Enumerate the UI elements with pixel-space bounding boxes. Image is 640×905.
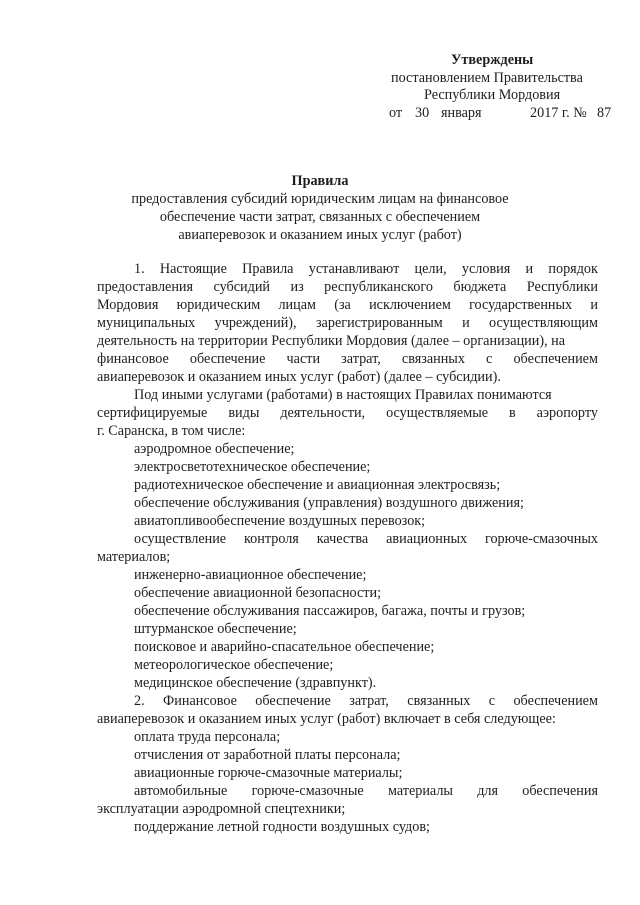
body-word: авиационных [386,531,468,547]
list-item: медицинское обеспечение (здравпункт). [134,675,377,691]
body-word: 1. [134,261,145,277]
body-word: связанных [401,351,465,367]
list-item: оплата труда персонала; [134,729,281,745]
body-word: Мордовия [97,297,159,313]
list-item: радиотехническое обеспечение и авиационная электросвязь; [134,477,501,493]
body-word: устанавливают [308,261,400,277]
body-word: (за [334,297,351,313]
body-line: авиаперевозок и оказанием иных услуг (работ) (далее – субсидии). [97,369,501,385]
list-item: поддержание летной годности воздушных судов; [134,819,430,835]
body-word: с [488,693,496,709]
body-word: учреждений), [214,315,297,331]
list-item: инженерно-авиационное обеспечение; [134,567,367,583]
body-word: горюче-смазочных [485,531,598,547]
body-word: виды [228,405,260,421]
body-word: обеспечение [189,351,266,367]
body-word: затрат, [349,693,389,709]
body-line: материалов; [97,549,171,565]
body-word: муниципальных [97,315,196,331]
body-word: субсидий [213,279,271,295]
body-word: Настоящие [159,261,227,277]
body-word: автомобильные [134,783,228,799]
list-item: аэродромное обеспечение; [134,441,295,457]
body-word: качества [316,531,369,547]
list-item [134,782,598,800]
body-line: г. Саранска, в том числе: [97,423,246,439]
list-item: отчисления от заработной платы персонала; [134,747,401,763]
body-word: связанных [407,693,471,709]
body-word: финансовое [97,351,169,367]
body-word: республиканского [324,279,433,295]
subtitle-line-1: предоставления субсидий юридическим лицам на финансовое [131,191,509,207]
list-item: метеорологическое обеспечение; [134,657,334,673]
body-word: горюче-смазочные [251,783,364,799]
decree-number: 87 [597,105,612,121]
body-line [97,314,598,332]
body-line: авиаперевозок и оказанием иных услуг (работ) включает в себя следующее: [97,711,556,727]
approval-title: Утверждены [451,52,534,68]
body-word: и [525,261,534,277]
body-word: обеспечение [255,693,331,709]
body-word: Правила [242,261,294,277]
body-line [97,404,598,422]
approval-line-1: постановлением Правительства [391,70,583,86]
body-word: в [509,405,516,421]
body-word: деятельности, [280,405,366,421]
body-word: части [286,351,321,367]
body-word: обеспечением [513,351,598,367]
body-word: Республики [526,279,598,295]
body-word: для [477,783,499,799]
body-line [97,278,598,296]
body-word: зарегистрированным [315,315,443,331]
list-item: электросветотехническое обеспечение; [134,459,371,475]
list-item: обеспечение обслуживания (управления) воздушного движения; [134,495,524,511]
list-item: поисковое и аварийно-спасательное обеспечение; [134,639,435,655]
body-word: затрат, [341,351,381,367]
body-line: деятельность на территории Республики Мордовия (далее – организации), на [97,333,566,349]
date-year-number: 2017 г. № [530,105,587,121]
date-day: 30 [415,105,430,121]
body-word: сертифицируемые [97,405,208,421]
subtitle-line-2: обеспечение части затрат, связанных с обеспечением [159,209,481,225]
body-line: эксплуатации аэродромной спецтехники; [97,801,346,817]
body-word: обеспечения [522,783,598,799]
subtitle-line-3: авиаперевозок и оказанием иных услуг (работ) [178,227,462,243]
body-word: обеспечением [513,693,598,709]
body-word: и [462,315,470,331]
list-item: обеспечение обслуживания пассажиров, багажа, почты и грузов; [134,603,526,619]
body-word: цели, [414,261,447,277]
body-word: из [290,279,304,295]
body-word: материалы [387,783,453,799]
list-item: авиатопливообеспечение воздушных перевозок; [134,513,426,529]
document-title: Правила [291,173,349,189]
body-word: и [590,297,598,313]
body-word: юридическим [176,297,261,313]
body-word: осуществляемые [386,405,489,421]
approval-line-2: Республики Мордовия [424,87,561,103]
body-word: аэропорту [536,405,598,421]
body-word: порядок [548,261,598,277]
body-word: 2. [134,693,145,709]
body-word: исключением [369,297,451,313]
body-word: предоставления [97,279,194,295]
date-prefix: от [389,105,403,121]
body-word: Финансовое [163,693,237,709]
date-month: января [441,105,482,121]
body-line [134,692,598,710]
body-word: осуществление [134,531,227,547]
body-line [97,296,598,314]
body-word: лицам [278,297,317,313]
list-item [134,530,598,548]
body-word: государственных [469,297,573,313]
list-item: авиационные горюче-смазочные материалы; [134,765,403,781]
body-word: осуществляющим [489,315,598,331]
list-item: штурманское обеспечение; [134,621,297,637]
body-word: контроля [244,531,299,547]
list-item: обеспечение авиационной безопасности; [134,585,382,601]
body-word: с [486,351,493,367]
body-word: бюджета [453,279,507,295]
body-line [97,350,598,368]
body-word: условия [461,261,511,277]
body-line: Под иными услугами (работами) в настоящих Правилах понимаются [134,387,552,403]
body-line [134,260,598,278]
